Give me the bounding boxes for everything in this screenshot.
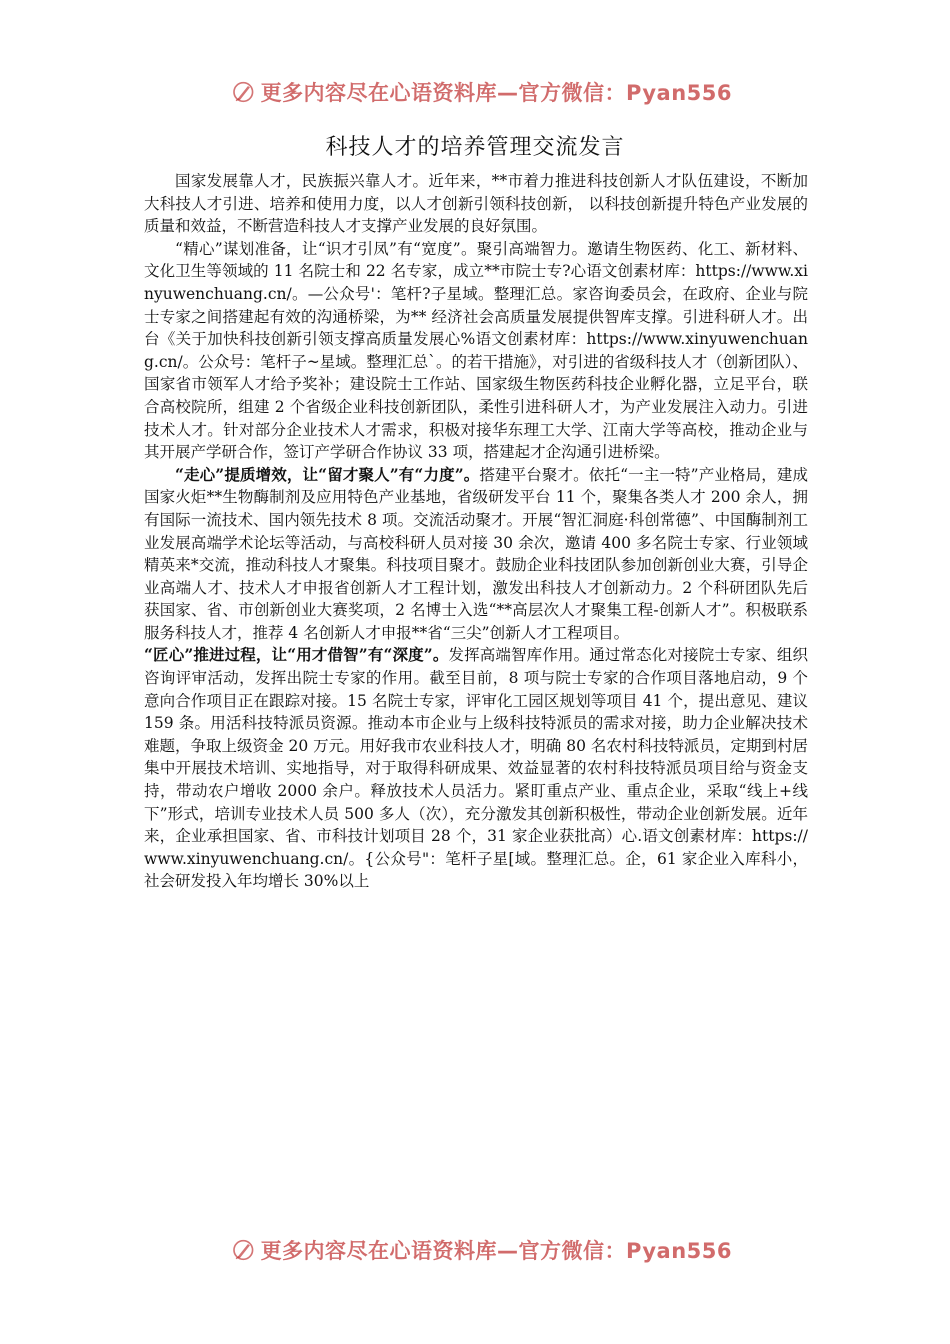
paragraph-3-text: 搭建平台聚才。依托“一主一特”产业格局，建成国家火炬**生物酶制剂及应用特色产业基地，省级研发平台 11 个，聚集各类人才 200 余人，拥有国际一流技术、国内领先技术 8 项。交流活动聚才。开展“智汇洞庭·科创常德”、中国酶制剂工业发展高端学术论坛等活动，与高校科研人员对接 30 余次，邀请 400 多名院士专家、行业领域精英来*交流，推动科技人才聚集。科技项目聚才。鼓励企业科技团队参加创新创业大赛，引导企业高端人才、技术人才申报省创新人才工程计划，激发出科技人才创新动力。2 个科研团队先后获国家、省、市创新创业大赛奖项，2 名博士入选“**高层次人才聚集工程-创新人才”。积极联系服务科技人才，推荐 4 名创新人才申报**省“三尖”创新人才工程项目。: [144, 465, 808, 642]
paragraph-3: [144, 464, 808, 645]
document-body: [144, 170, 808, 893]
banner-text: 更多内容尽在心语资料库—官方微信：Pyan556: [260, 81, 732, 105]
paragraph-1: 国家发展靠人才，民族振兴靠人才。近年来，**市着力推进科技创新人才队伍建设，不断加大科技人才引进、培养和使用力度，以人才创新引领科技创新， 以科技创新提升特色产业发展的质量和效益，不断营造科技人才支撑产业发展的良好氛围。: [144, 172, 808, 236]
paragraph-4-heading: “匠心”推进过程，让“用才借智”有“深度”。: [144, 645, 449, 665]
header-banner: [232, 72, 732, 112]
banner-text: 更多内容尽在心语资料库—官方微信：Pyan556: [260, 1239, 732, 1263]
document-title: 科技人才的培养管理交流发言: [325, 135, 625, 160]
paragraph-3-heading: “走心”提质增效，让“留才聚人”有“力度”。: [175, 464, 480, 484]
quill-logo-icon: [232, 75, 255, 109]
paragraph-4-text: 发挥高端智库作用。通过常态化对接院士专家、组织咨询评审活动，发挥出院士专家的作用。截至目前，8 项与院士专家的合作项目落地启动，9 个意向合作项目正在跟踪对接。15 名院士专家，评审化工园区规划等项目 41 个，提出意见、建议 159 条。用活科技特派员资源。推动本市企业与上级科技特派员的需求对接，助力企业解决技术难题，争取上级资金 20 万元。用好我市农业科技人才，明确 80 名农村科技特派员，定期到村居集中开展技术培训、实地指导，对于取得科研成果、效益显著的农村科技特派员项目给与资金支持，带动农户增收 2000 余户。释放技术人员活力。紧盯重点产业、重点企业，采取“线上+线下”形式，培训专业技术人员 500 多人（次），充分激发其创新积极性，带动企业创新发展。近年来，企业承担国家、省、市科技计划项目 28 个，31 家企业获批高）心.语文创素材库：https://www.xinyuwenchuang.cn/。{公众号"：笔杆子星[域。整理汇总。企，61 家企业入库科小，社会研发投入年均增长 30%以上: [144, 646, 808, 891]
paragraph-2: “精心”谋划准备，让“识才引凤”有“宽度”。聚引高端智力。邀请生物医药、化工、新材料、文化卫生等领域的 11 名院士和 22 名专家，成立**市院士专?心语文创素材库：https://www.xinyuwenchuang.cn/。—公众号'：笔杆?子星域。整理汇总。家咨询委员会，在政府、企业与院士专家之间搭建起有效的沟通桥梁，为** 经济社会高质量发展提供智库支撑。引进科研人才。出台《关于加快科技创新引领支撑高质量发展心%语文创素材库：https://www.xinyuwenchuang.cn/。公众号：笔杆子~星域。整理汇总`。的若干措施》，对引进的省级科技人才（创新团队）、国家省市领军人才给予奖补；建设院士工作站、国家级生物医药科技企业孵化器，立足平台，联合高校院所，组建 2 个省级企业科技创新团队，柔性引进科研人才，为产业发展注入动力。引进技术人才。针对部分企业技术人才需求，积极对接华东理工大学、江南大学等高校，推动企业与其开展产学研合作，签订产学研合作协议 33 项，搭建起才企沟通引进桥梁。: [144, 239, 808, 462]
paragraph-4: [144, 644, 808, 893]
quill-logo-icon: [232, 1233, 255, 1267]
footer-banner: [232, 1230, 732, 1270]
